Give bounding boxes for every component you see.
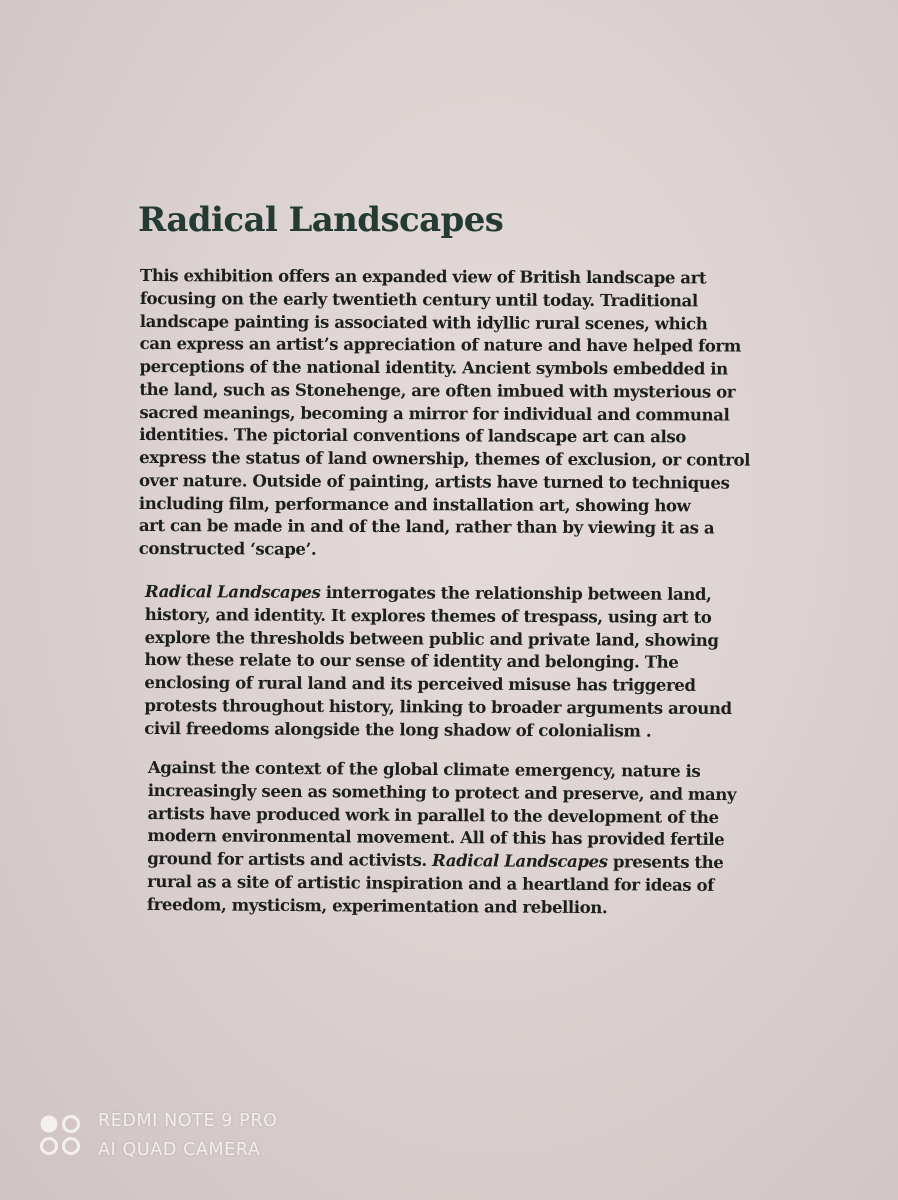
text-fragment: ground for artists and activists. bbox=[147, 847, 433, 870]
watermark-model: REDMI NOTE 9 PRO bbox=[98, 1111, 278, 1131]
watermark-camera: AI QUAD CAMERA bbox=[98, 1140, 261, 1160]
text-line: enclosing of rural land and its perceived misuse has triggered bbox=[144, 671, 696, 695]
exhibition-title: Radical Landscapes bbox=[138, 200, 504, 240]
intro-paragraph bbox=[139, 264, 751, 562]
exhibition-name-italic: Radical Landscapes bbox=[144, 581, 321, 602]
text-line: constructed ‘scape’. bbox=[138, 537, 317, 559]
text-line: modern environmental movement. All of this has provided fertile bbox=[147, 825, 725, 850]
text-line: how these relate to our sense of identity and belonging. The bbox=[144, 649, 679, 673]
exhibition-name-italic: Radical Landscapes bbox=[432, 849, 608, 872]
text-line: explore the thresholds between public and private land, showing bbox=[144, 626, 719, 650]
text-line: civil freedoms alongside the long shadow of colonialism . bbox=[144, 717, 652, 741]
text-line: increasingly seen as something to protect and preserve, and many bbox=[147, 779, 737, 804]
text-fragment: interrogates the relationship between land, bbox=[320, 581, 712, 604]
text-line: artists have produced work in parallel to the development of the bbox=[147, 802, 719, 827]
text-line: focusing on the early twentieth century until today. Traditional bbox=[139, 287, 698, 311]
text-line bbox=[145, 580, 732, 606]
text-line: landscape painting is associated with idyllic rural scenes, which bbox=[139, 310, 708, 333]
text-line: art can be made in and of the land, rather than by viewing it as a bbox=[138, 515, 715, 538]
text-line: can express an artist’s appreciation of nature and have helped form bbox=[139, 333, 741, 356]
text-line: over nature. Outside of painting, artists have turned to techniques bbox=[139, 469, 730, 493]
text-fragment: presents the bbox=[607, 851, 724, 873]
text-line: This exhibition offers an expanded view of British landscape art bbox=[139, 265, 707, 288]
text-line: freedom, mysticism, experimentation and rebellion. bbox=[146, 893, 608, 917]
text-line: protests throughout history, linking to broader arguments around bbox=[144, 694, 732, 718]
text-line: rural as a site of artistic inspiration and a heartland for ideas of bbox=[147, 870, 714, 895]
text-line: history, and identity. It explores themes of trespass, using art to bbox=[144, 603, 712, 627]
text-line: sacred meanings, becoming a mirror for individual and communal bbox=[139, 401, 730, 425]
text-line: the land, such as Stonehenge, are often imbued with mysterious or bbox=[139, 378, 736, 402]
text-line: perceptions of the national identity. Ancient symbols embedded in bbox=[139, 355, 728, 379]
text-line: express the status of land ownership, themes of exclusion, or control bbox=[139, 446, 751, 470]
quad-camera-icon bbox=[38, 1113, 84, 1159]
themes-paragraph bbox=[144, 580, 732, 742]
text-line: identities. The pictorial conventions of landscape art can also bbox=[139, 424, 686, 447]
text-line: including film, performance and installation art, showing how bbox=[138, 492, 691, 515]
text-line: Against the context of the global climate emergency, nature is bbox=[147, 757, 701, 781]
camera-watermark bbox=[38, 1110, 338, 1170]
climate-paragraph bbox=[147, 756, 736, 919]
